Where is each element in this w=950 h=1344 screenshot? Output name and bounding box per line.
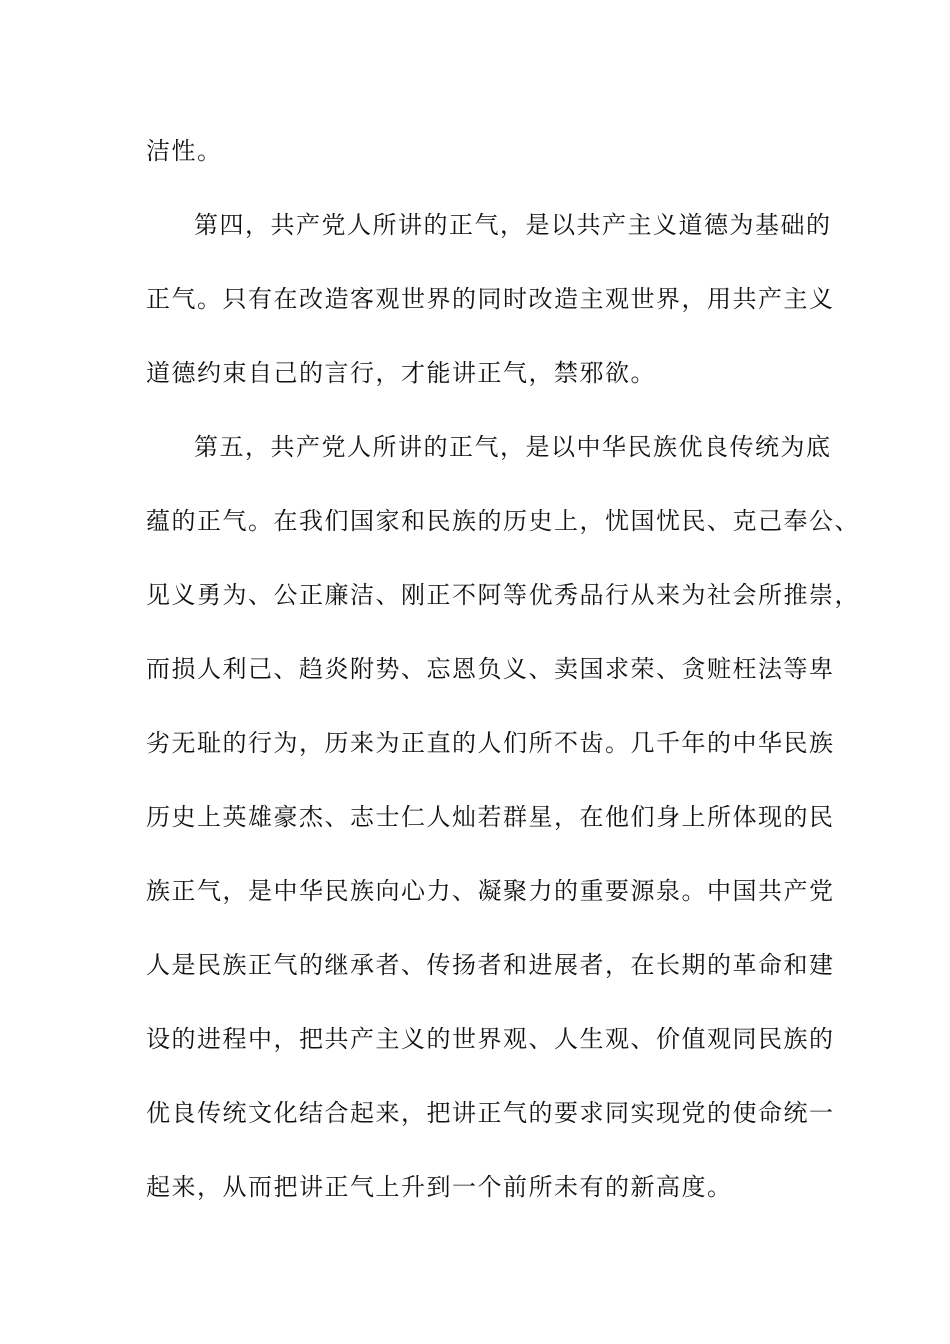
text-line-5: 第五，共产党人所讲的正气，是以中华民族优良传统为底 <box>194 433 832 461</box>
text-line-15: 起来，从而把讲正气上升到一个前所未有的新高度。 <box>146 1173 733 1201</box>
text-line-2: 第四，共产党人所讲的正气，是以共产主义道德为基础的 <box>194 211 832 239</box>
text-line-13: 设的进程中，把共产主义的世界观、人生观、价值观同民族的 <box>146 1025 835 1053</box>
text-line-1: 洁性。 <box>146 137 223 165</box>
text-line-6: 蕴的正气。在我们国家和民族的历史上，忧国忧民、克己奉公、 <box>146 507 860 535</box>
text-line-7: 见义勇为、公正廉洁、刚正不阿等优秀品行从来为社会所推崇， <box>146 581 860 609</box>
text-line-8: 而损人利己、趋炎附势、忘恩负义、卖国求荣、贪赃枉法等卑 <box>146 655 835 683</box>
text-line-3: 正气。只有在改造客观世界的同时改造主观世界，用共产主义 <box>146 285 835 313</box>
text-line-11: 族正气，是中华民族向心力、凝聚力的重要源泉。中国共产党 <box>146 877 835 905</box>
text-line-9: 劣无耻的行为，历来为正直的人们所不齿。几千年的中华民族 <box>146 729 835 757</box>
text-line-10: 历史上英雄豪杰、志士仁人灿若群星，在他们身上所体现的民 <box>146 803 835 831</box>
text-line-12: 人是民族正气的继承者、传扬者和进展者，在长期的革命和建 <box>146 951 835 979</box>
text-line-14: 优良传统文化结合起来，把讲正气的要求同实现党的使命统一 <box>146 1099 835 1127</box>
text-line-4: 道德约束自己的言行，才能讲正气，禁邪欲。 <box>146 359 656 387</box>
